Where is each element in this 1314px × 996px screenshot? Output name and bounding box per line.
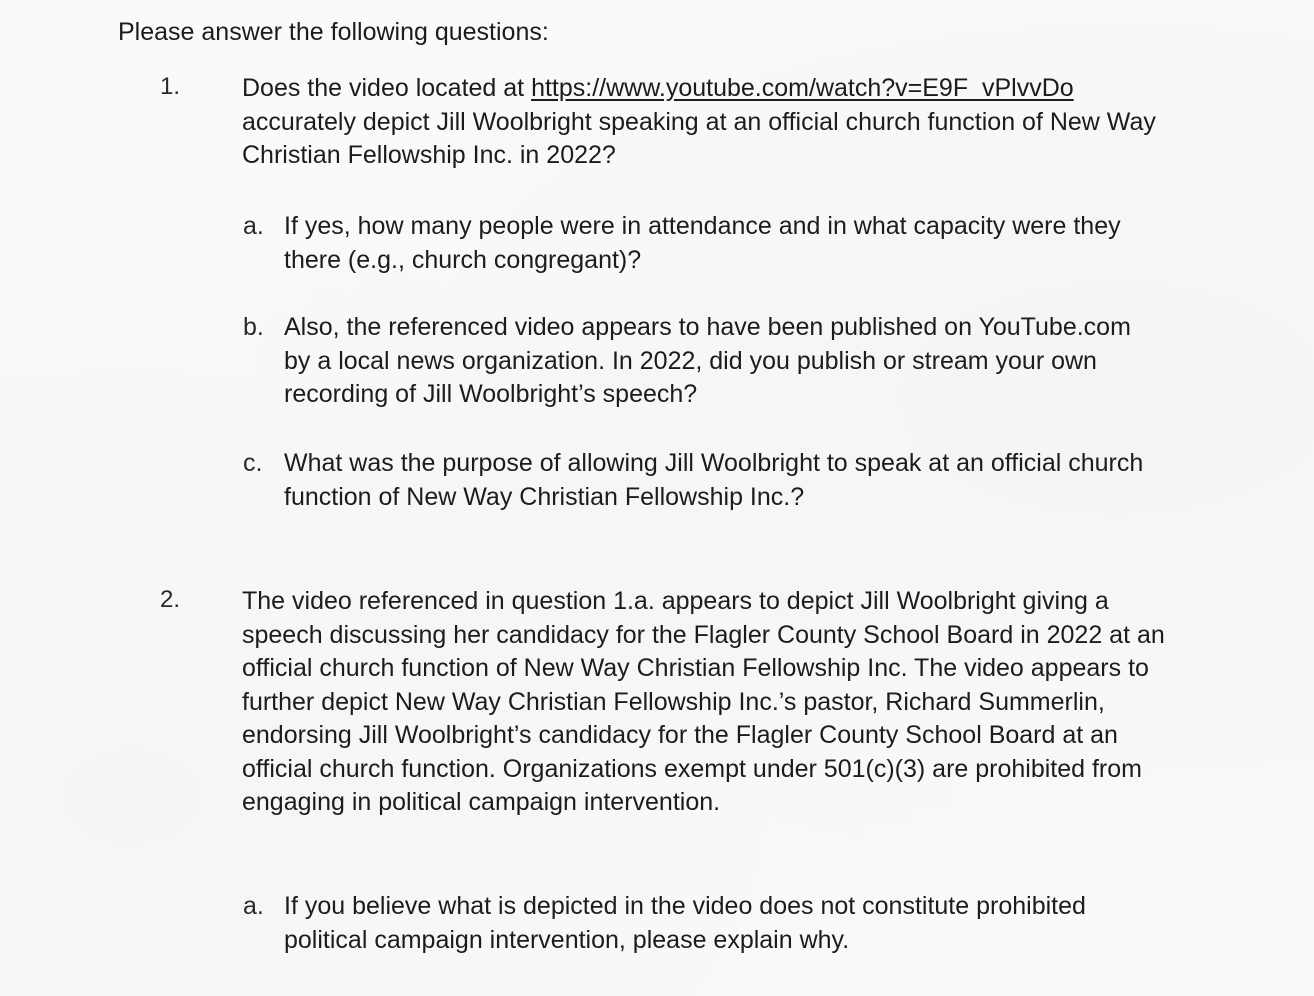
question-1c-letter: c.: [243, 449, 263, 477]
question-1b-text: Also, the referenced video appears to have been published on YouTube.com by a local news organization. In 2022, did you publish or stream your own recording of Jill Woolbright’s speech?: [284, 313, 1131, 408]
question-1b-letter: b.: [243, 313, 264, 341]
question-1a-text: If yes, how many people were in attendance and in what capacity were they there (e.g., church congregant)?: [284, 212, 1121, 274]
question-2a-letter: a.: [243, 892, 264, 920]
question-1-text-end: accurately depict Jill Woolbright speaking at an official church function of New Way Christian Fellowship Inc. in 2022?: [242, 107, 1156, 169]
question-1b: [243, 311, 1163, 412]
question-2a: [243, 890, 1163, 957]
question-1c-text: What was the purpose of allowing Jill Woolbright to speak at an official church function of New Way Christian Fellowship Inc.?: [284, 449, 1144, 511]
question-2a-text: If you believe what is depicted in the video does not constitute prohibited political campaign intervention, please explain why.: [284, 892, 1086, 954]
question-1-number: 1.: [160, 73, 181, 100]
question-1-text-start: Does the video located at: [242, 74, 532, 102]
question-2-text: The video referenced in question 1.a. appears to depict Jill Woolbright giving a speech discussing her candidacy for the Flagler County School Board in 2022 at an official church function of New Way Christian Fellowship Inc. The video appears to further depict New Way Christian Fellowship Inc.’s pastor, Richard Summerlin, endorsing Jill Woolbright’s candidacy for the Flagler County School Board at an official church function. Organizations exempt under 501(c)(3) are prohibited from engaging in political campaign intervention.: [242, 587, 1165, 816]
question-1a-letter: a.: [243, 212, 264, 240]
question-1-text: [242, 72, 1192, 173]
video-link[interactable]: https://www.youtube.com/watch?v=E9F_vPlvvDo: [531, 74, 1074, 102]
intro-text: Please answer the following questions:: [118, 18, 549, 46]
question-1a: [243, 210, 1163, 277]
question-1c: [243, 447, 1163, 514]
question-2-number: 2.: [160, 586, 181, 613]
